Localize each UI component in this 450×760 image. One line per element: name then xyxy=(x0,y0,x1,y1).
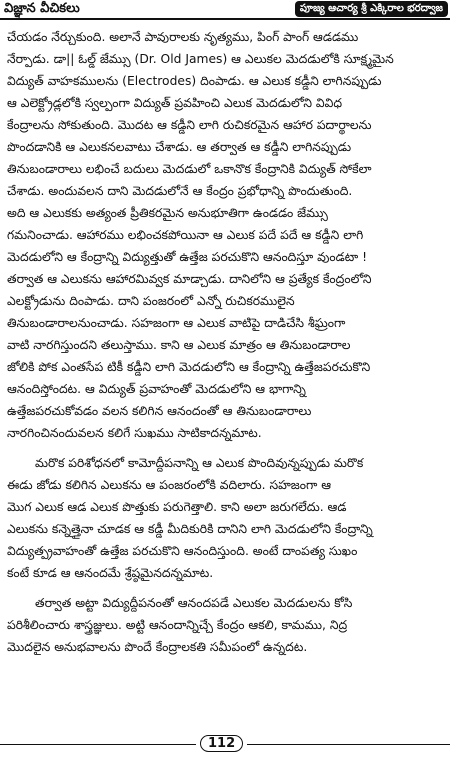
text-line: వాటి నారగిస్తుందని తలుస్తాము. కాని ఆ ఎలుక మాత్రం ఆ తినుబండారాల xyxy=(7,338,351,352)
text-line: తినుబండారాలు లభించే బదులు మెదడులో ఒకానొక కేంద్రానికి విద్యుత్ సోకేలా xyxy=(7,162,372,176)
text-line: విద్యుత్ప్రవాహంతో ఉత్తేజ పరచుకొని ఆనందిస్తుంది. అంటే దాంపత్య సుఖం xyxy=(7,544,358,558)
text-line: నేర్పాడు. డా|| ఓల్డ్ జేమ్సు (Dr. Old James) ఆ ఎలుకల మెదడులోకి సూక్ష్మమైన xyxy=(7,52,394,66)
author-name: పూజ్య ఆచార్య శ్రీ ఎక్కిరాల భరద్వాజ xyxy=(295,1,448,17)
text-line: మొదలైన అనుభవాలను పొందే కేంద్రాలకతి సమీపంలో ఉన్నదట. xyxy=(7,640,308,654)
text-line: గమనించాడు. ఆహారము లభించకపోయినా ఆ ఎలుక పదే పదే ఆ కడ్డీని లాగి xyxy=(7,228,364,242)
text-line: అది ఆ ఎలుకకు అత్యంత ప్రీతికరమైన అనుభూతిగా ఉండడం జేమ్సు xyxy=(7,206,328,220)
text-line: తినుబండారాలనుంచాడు. సహజంగా ఆ ఎలుక వాటిపై దాడిచేసి శీఘ్రంగా xyxy=(7,316,346,330)
paragraph xyxy=(7,26,445,444)
text-line: ఆనందిస్తోందట. ఆ విద్యుత్ ప్రవాహంతో మెదడులోని ఆ భాగాన్ని xyxy=(7,382,306,396)
text-line: తర్వాత అట్టా విద్యుద్దీపనంతో ఆనందపడే ఎలుకల మెదడులను కోసి xyxy=(35,596,353,610)
paragraph xyxy=(7,452,445,584)
book-title: విజ్ఞాన వీచికలు xyxy=(4,1,80,16)
paragraph xyxy=(7,592,445,658)
text-line: విద్యుత్ వాహకములను (Electrodes) దింపాడు. ఆ ఎలుక కడ్డీని లాగినప్పుడు xyxy=(7,74,382,88)
text-line: ఆ ఎలెక్ట్రోడ్లలోకి స్వల్పంగా విద్యుత్ ప్రవహించి ఎలుక మెదడులోని వివిధ xyxy=(7,96,343,110)
text-line: తర్వాత ఆ ఎలుకను ఆహారమివ్వక మాడ్చాడు. దానిలోని ఆ ప్రత్యేక కేంద్రంలోని xyxy=(7,272,372,286)
text-line: పొందడానికి ఆ ఎలుకనలవాటు చేశాడు. ఆ తర్వాత ఆ కడ్డీని లాగినప్పుడు xyxy=(7,140,352,154)
text-line: కంటే కూడ ఆ ఆనందమే శ్రేష్ఠమైనదన్నమాట. xyxy=(7,566,214,580)
body-text xyxy=(7,26,445,658)
page-number-text: 112 xyxy=(200,735,243,752)
text-line: మెదడులోని ఆ కేంద్రాన్ని విద్యుత్తుతో ఉత్తేజ పరచుకొని ఆనందిస్తూ వుండటా ! xyxy=(7,250,368,264)
text-line: మొగ ఎలుక ఆడ ఎలుక పొత్తుకు పరుగెత్తాలి. కాని అలా జరుగలేదు. ఆడ xyxy=(7,500,347,514)
text-line: చేశాడు. అందువలన దాని మెదడులోనే ఆ కేంద్రం ప్రభోధాన్ని పొందుతుంది. xyxy=(7,184,353,198)
text-line: పరిశీలించారు శాస్త్రజ్ఞులు. అట్టి ఆనందాన్నిచ్చే కేంద్రం ఆకలి, కామము, నిద్ర xyxy=(7,618,348,632)
running-header xyxy=(0,0,450,20)
text-line: జోలికి పోక ఎంతసేప టికీ కడ్డీని లాగి మెదడులోని ఆ కేంద్రాన్ని ఉత్తేజపరచుకొని xyxy=(7,360,371,374)
text-line: ఉత్తేజపరచుకోవడం వలన కలిగిన ఆనందంతో ఆ తినుబండారాలు xyxy=(7,404,312,418)
text-line: చేయడం నేర్చుకుంది. అలానే పావురాలకు నృత్యము, పింగ్ పాంగ్ ఆడడము xyxy=(7,30,359,44)
text-line: ఎలుకను కన్నెత్తైనా చూడక ఆ కడ్డీ మీదికురికి దానిని లాగి మెదడులోని కేంద్రాన్ని xyxy=(7,522,373,536)
text-line: కేంద్రాలను సోకుతుంది. మొదట ఆ కడ్డీని లాగి రుచికరమైన ఆహార పదార్థాలను xyxy=(7,118,372,132)
text-line: ఈడు జోడు కలిగిన ఎలుకను ఆ పంజరంలోకి వదిలారు. సహజంగా ఆ xyxy=(7,478,332,492)
text-line: నారగించినందువలన కలిగే సుఖము సాటికాదన్నమాట. xyxy=(7,426,262,440)
page-number xyxy=(196,735,247,753)
text-line: మరొక పరిశోధనలో కామోద్దీపనాన్ని ఆ ఎలుక పొందివున్నప్పుడు మరొక xyxy=(35,456,364,470)
text-line: ఎలక్ట్రోడును దింపాడు. దాని పంజరంలో ఎన్నో రుచికరములైన xyxy=(7,294,295,308)
